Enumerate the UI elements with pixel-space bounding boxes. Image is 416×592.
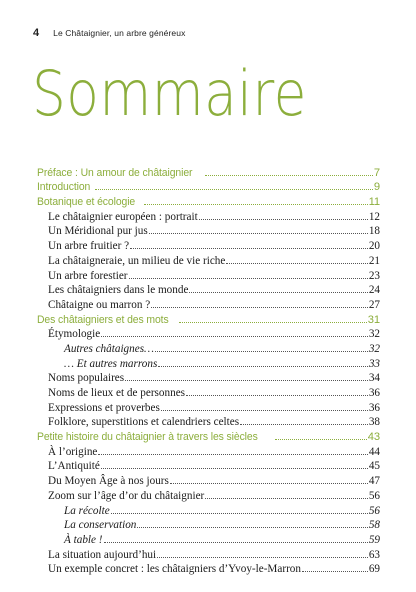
toc-entry-label: La châtaigneraie, un milieu de vie riche: [48, 254, 226, 267]
toc-entry-label: Expressions et proverbes: [48, 401, 160, 414]
dot-leader: [95, 189, 373, 190]
toc-entry-sub[interactable]: [37, 487, 380, 502]
toc-entry-page-number: 38: [368, 416, 380, 429]
toc-entry-page-number: 27: [368, 298, 380, 311]
toc-entry-label: Le châtaignier européen : portrait: [48, 210, 198, 223]
dot-leader: [157, 557, 368, 558]
toc-entry-sub[interactable]: [37, 443, 380, 458]
toc-entry-page-number: 21: [368, 254, 380, 267]
toc-entry-page-number: 59: [368, 533, 380, 546]
toc-entry-subsub[interactable]: [37, 502, 380, 517]
toc-entry-section[interactable]: [37, 179, 380, 194]
page-number: 4: [33, 27, 40, 39]
toc-entry-label: Préface : Un amour de châtaignier: [37, 166, 193, 179]
dot-leader: [179, 322, 366, 323]
toc-entry-label: Un arbre forestier: [48, 269, 128, 282]
toc-entry-page-number: 43: [367, 431, 380, 444]
toc-entry-label: Petite histoire du châtaignier à travers les siècles: [37, 431, 258, 444]
dot-leader: [275, 439, 366, 440]
toc-entry-page-number: 36: [368, 401, 380, 414]
toc-entry-page-number: 20: [368, 240, 380, 253]
dot-leader: [158, 366, 367, 367]
dot-leader: [151, 307, 368, 308]
toc-entry-page-number: 11: [368, 196, 380, 209]
toc-entry-label: Du Moyen Âge à nos jours: [48, 475, 169, 488]
toc-entry-subsub[interactable]: [37, 531, 380, 546]
toc-entry-sub[interactable]: [37, 237, 380, 252]
dot-leader: [101, 468, 368, 469]
toc-entry-section[interactable]: [37, 193, 380, 208]
toc-entry-label: La récolte: [64, 504, 110, 517]
dot-leader: [144, 204, 368, 205]
toc-entry-page-number: 56: [368, 504, 380, 517]
dot-leader: [111, 513, 368, 514]
toc-entry-sub[interactable]: [37, 282, 380, 297]
dot-leader: [137, 527, 367, 528]
toc-entry-label: Autres châtaignes…: [64, 342, 155, 355]
toc-entry-page-number: 9: [373, 181, 380, 194]
toc-entry-page-number: 34: [368, 372, 380, 385]
toc-entry-label: Introduction: [37, 181, 91, 194]
dot-leader: [226, 263, 367, 264]
dot-leader: [205, 498, 368, 499]
running-head: [33, 27, 185, 41]
toc-entry-sub[interactable]: [37, 414, 380, 429]
toc-entry-sub[interactable]: [37, 561, 380, 576]
toc-entry-page-number: 18: [368, 225, 380, 238]
toc-entry-label: Châtaigne ou marron ?: [48, 298, 151, 311]
toc-entry-subsub[interactable]: [37, 355, 380, 370]
toc-entry-section[interactable]: [37, 428, 380, 443]
dot-leader: [189, 292, 367, 293]
toc-entry-page-number: 24: [368, 284, 380, 297]
toc-entry-subsub[interactable]: [37, 517, 380, 532]
toc-entry-label: À l’origine: [48, 445, 98, 458]
toc-entry-section[interactable]: [37, 164, 380, 179]
toc-entry-page-number: 32: [368, 342, 380, 355]
toc-entry-sub[interactable]: [37, 399, 380, 414]
toc-entry-sub[interactable]: [37, 370, 380, 385]
dot-leader: [240, 424, 368, 425]
toc-entry-sub[interactable]: [37, 384, 380, 399]
toc-entry-sub[interactable]: [37, 296, 380, 311]
dot-leader: [98, 454, 367, 455]
toc-entry-section[interactable]: [37, 311, 380, 326]
toc-entry-subsub[interactable]: [37, 340, 380, 355]
page-title: Sommaire: [32, 57, 307, 130]
toc-entry-sub[interactable]: [37, 208, 380, 223]
toc-entry-label: L’Antiquité: [48, 460, 100, 473]
toc-entry-page-number: 44: [368, 445, 380, 458]
toc-entry-label: Des châtaigniers et des mots: [37, 313, 169, 326]
dot-leader: [155, 351, 368, 352]
toc-entry-label: Noms de lieux et de personnes: [48, 387, 186, 399]
toc-entry-page-number: 33: [368, 357, 380, 370]
toc-entry-label: Les châtaigniers dans le monde: [48, 284, 189, 297]
toc-entry-page-number: 45: [368, 460, 380, 473]
toc-entry-page-number: 31: [367, 313, 380, 326]
toc-entry-sub[interactable]: [37, 472, 380, 487]
toc-entry-sub[interactable]: [37, 326, 380, 341]
toc-entry-label: À table !: [64, 533, 103, 546]
toc-entry-label: La conservation: [64, 519, 137, 532]
dot-leader: [101, 336, 368, 337]
running-book-title: Le Châtaignier, un arbre généreux: [53, 28, 186, 38]
toc-entry-page-number: 58: [368, 519, 380, 532]
toc-entry-page-number: 69: [368, 563, 380, 576]
dot-leader: [170, 483, 368, 484]
toc-entry-label: Étymologie: [48, 328, 101, 341]
toc-entry-label: Botanique et écologie: [37, 196, 136, 209]
toc-entry-label: Un Méridional pur jus: [48, 225, 148, 238]
toc-entry-label: Zoom sur l’âge d’or du châtaignier: [48, 489, 205, 502]
dot-leader: [199, 219, 368, 220]
toc-entry-page-number: 47: [368, 475, 380, 488]
toc-entry-sub[interactable]: [37, 252, 380, 267]
toc-entry-sub[interactable]: [37, 267, 380, 282]
toc-entry-page-number: 32: [368, 328, 380, 341]
toc-entry-label: … Et autres marrons: [64, 357, 158, 370]
toc-entry-sub[interactable]: [37, 458, 380, 473]
toc-entry-label: Un exemple concret : les châtaigniers d’Yvoy-le-Marron: [48, 563, 301, 576]
toc-entry-sub[interactable]: [37, 223, 380, 238]
dot-leader: [161, 410, 368, 411]
table-of-contents: [37, 164, 380, 575]
toc-entry-page-number: 12: [368, 210, 380, 223]
dot-leader: [186, 395, 368, 396]
dot-leader: [302, 571, 368, 572]
dot-leader: [104, 542, 368, 543]
dot-leader: [125, 380, 368, 381]
toc-entry-label: Folklore, superstitions et calendriers celtes: [48, 416, 240, 429]
dot-leader: [149, 233, 368, 234]
toc-entry-label: Noms populaires: [48, 372, 125, 385]
toc-entry-page-number: 63: [368, 548, 380, 561]
toc-entry-page-number: 56: [368, 489, 380, 502]
toc-entry-label: Un arbre fruitier ?: [48, 240, 130, 253]
toc-entry-page-number: 36: [368, 387, 380, 399]
dot-leader: [130, 248, 368, 249]
toc-entry-sub[interactable]: [37, 546, 380, 561]
toc-entry-label: La situation aujourd’hui: [48, 548, 157, 561]
toc-entry-page-number: 23: [368, 269, 380, 282]
dot-leader: [205, 175, 373, 176]
toc-entry-page-number: 7: [373, 166, 380, 179]
dot-leader: [129, 278, 368, 279]
